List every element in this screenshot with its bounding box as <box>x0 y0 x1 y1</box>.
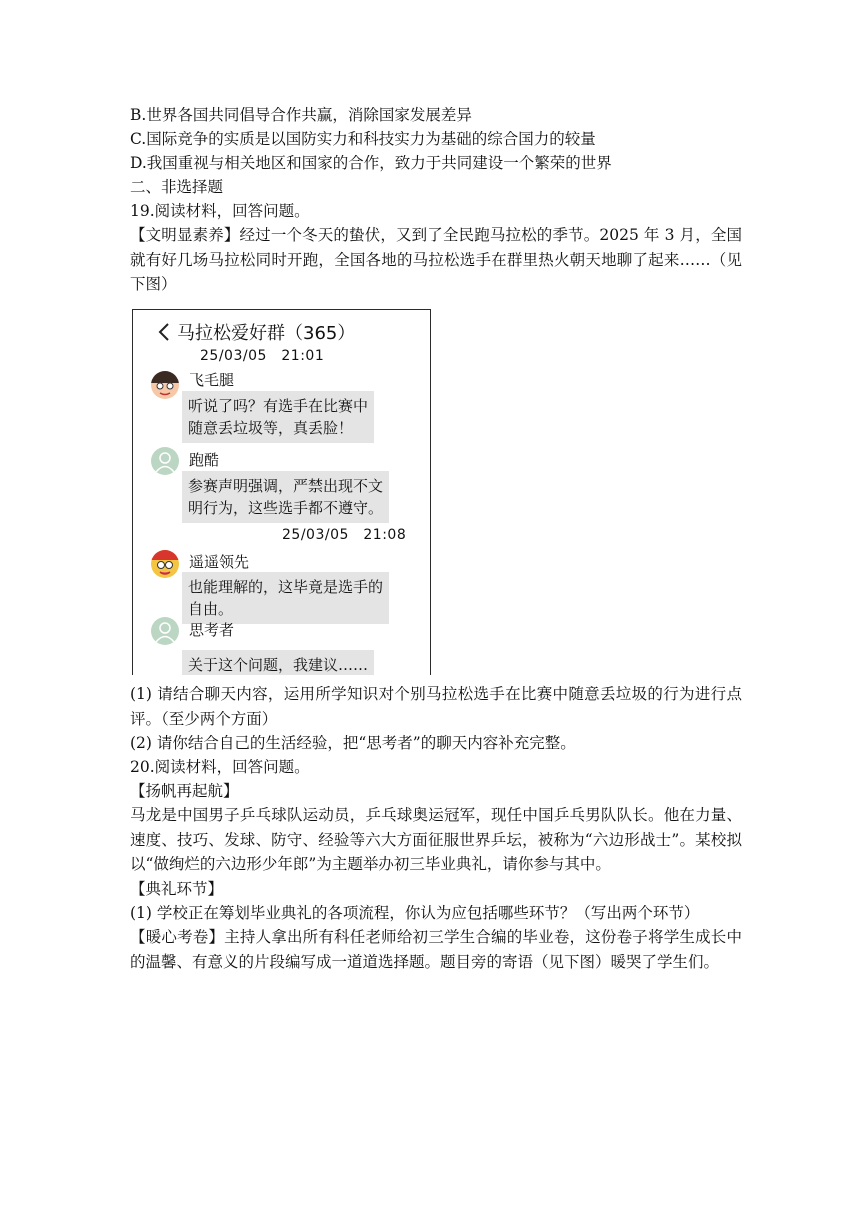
group-title: 马拉松爱好群（365） <box>177 323 356 344</box>
message-bubble <box>182 471 389 523</box>
avatar <box>151 550 179 578</box>
q19-sub1: (1) 请结合聊天内容，运用所学知识对个别马拉松选手在比赛中随意丢垃圾的行为进行点评。（至少两个方面） <box>130 685 742 728</box>
timestamp: 25/03/05 21:01 <box>200 348 325 364</box>
nickname: 飞毛腿 <box>189 371 235 389</box>
option-c: C.国际竞争的实质是以国防实力和科技实力为基础的综合国力的较量 <box>130 130 596 148</box>
chat-screenshot <box>132 309 431 675</box>
option-b: B.世界各国共同倡导合作共赢，消除国家发展差异 <box>130 106 472 124</box>
q20-material: 马龙是中国男子乒乓球队运动员，乒乓球奥运冠军，现任中国乒乓男队队长。他在力量、速度、技巧、发球、防守、经验等六大方面征服世界乒坛，被称为“六边形战士”。某校拟以“做绚烂的六边形少年郎”为主题举办初三毕业典礼，请你参与其中。 <box>130 806 742 873</box>
q19-sub2: (2) 请你结合自己的生活经验，把“思考者”的聊天内容补充完整。 <box>130 734 576 752</box>
message-text: 明行为，这些选手都不遵守。 <box>188 499 384 517</box>
q20-sub1: (1) 学校正在筹划毕业典礼的各项流程，你认为应包括哪些环节？（写出两个环节） <box>130 903 700 922</box>
q20-material2: 【暖心考卷】主持人拿出所有科任老师给初三学生合编的毕业卷，这份卷子将学生成长中的温馨、有意义的片段编写成一道道选择题。题目旁的寄语（见下图）暖哭了学生们。 <box>130 928 742 971</box>
option-d: D.我国重视与相关地区和国家的合作，致力于共同建设一个繁荣的世界 <box>130 154 612 172</box>
message-text: 随意丢垃圾等，真丢脸！ <box>188 419 354 437</box>
q20-heading: 【扬帆再起航】 <box>130 782 239 800</box>
message-text: 自由。 <box>188 600 234 618</box>
q19-title: 19.阅读材料，回答问题。 <box>130 202 310 220</box>
message-bubble <box>182 650 374 675</box>
q19-material: 【文明显素养】经过一个冬天的蛰伏，又到了全民跑马拉松的季节。2025 年 3 月，全国就有好几场马拉松同时开跑，全国各地的马拉松选手在群里热火朝天地聊了起来……（见下图） <box>130 226 742 293</box>
timestamp: 25/03/05 21:08 <box>282 527 407 543</box>
nickname: 遥遥领先 <box>189 553 250 571</box>
message-bubble <box>182 572 389 624</box>
q20-heading: 【典礼环节】 <box>130 879 224 898</box>
nickname: 思考者 <box>189 621 235 639</box>
avatar <box>151 371 179 399</box>
default-user-icon <box>151 617 179 645</box>
message-bubble <box>182 391 374 443</box>
nickname: 跑酷 <box>189 451 220 469</box>
chat-header <box>155 319 355 345</box>
question-block-bottom <box>130 682 742 974</box>
back-arrow-icon <box>155 321 173 343</box>
q20-title: 20.阅读材料，回答问题。 <box>130 758 310 776</box>
message-text: 关于这个问题，我建议…… <box>188 656 369 674</box>
question-block-top <box>130 103 742 297</box>
avatar <box>151 447 179 475</box>
cartoon-face-icon <box>151 371 179 399</box>
section-title: 二、非选择题 <box>130 178 224 196</box>
message-text: 参赛声明强调，严禁出现不文 <box>188 477 384 495</box>
avatar <box>151 617 179 645</box>
cartoon-face-icon <box>151 550 179 578</box>
default-user-icon <box>151 447 179 475</box>
message-text: 也能理解的，这毕竟是选手的 <box>188 578 384 596</box>
message-text: 听说了吗？有选手在比赛中 <box>188 397 369 415</box>
